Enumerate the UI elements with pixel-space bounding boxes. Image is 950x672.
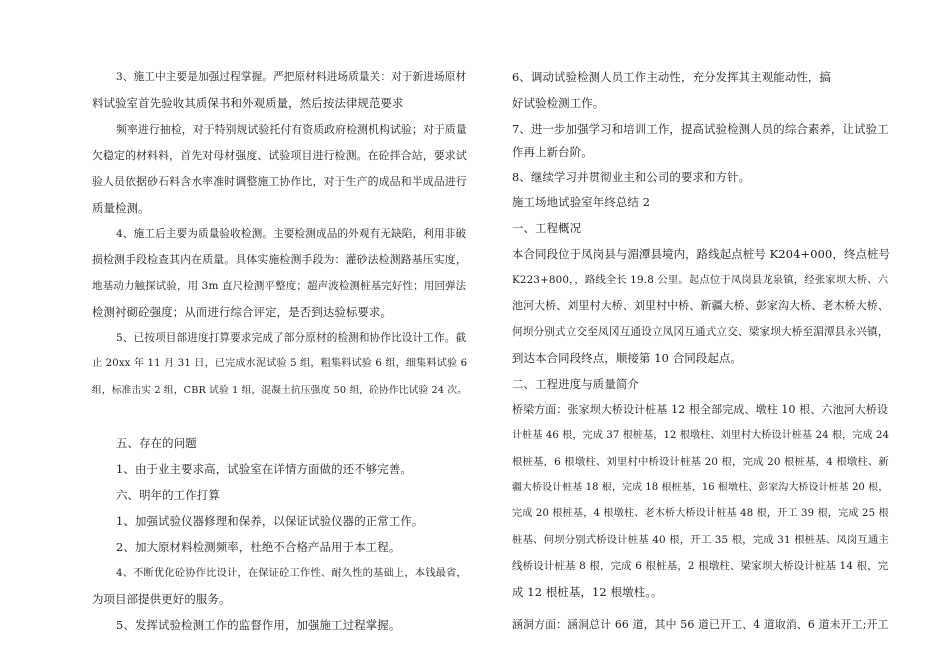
text-line: 池河大桥、刘里村大桥、刘里村中桥、新疆大桥、彭家沟大桥、老木桥大桥、 <box>512 299 889 312</box>
text-line: 完成 20 根桩基，4 根墩柱、老木桥大桥设计桩基 48 根，开工 39 根，完成 25 根 <box>512 508 889 519</box>
section-heading: 一、工程概况 <box>512 221 582 235</box>
text-line: 根桩基，6 根墩柱、刘里村中桥设计桩基 20 根，完成 20 根桩基，4 根墩柱、新 <box>512 456 889 468</box>
section-heading: 五、存在的问题 <box>116 436 197 450</box>
text-line: 检测衬砌砼强度；从而进行综合评定，是否到达验标要求。 <box>92 305 393 319</box>
text-line: 料试验室首先验收其质保书和外观质量，然后按法律规范要求 <box>92 96 404 110</box>
text-line: 频率进行抽检，对于特别规试验托付有资质政府检测机构试验；对于质量 <box>116 123 467 136</box>
text-line: 涵洞方面：涵洞总计 66 道，其中 56 道已开工、4 道取消、6 道未开工;开工 <box>512 618 889 631</box>
text-line: 5、发挥试验检测工作的监督作用，加强施工过程掌握。 <box>116 618 401 632</box>
text-line: 作再上新台阶。 <box>512 145 593 159</box>
text-line: 质量检测。 <box>92 201 150 215</box>
text-line: 4、施工后主要为质量验收检测。主要检测成品的外观有无缺陷，利用非破 <box>116 228 467 240</box>
text-line: 验人员依据砂石料含水率准时调整施工协作比，对于生产的成品和半成品进行 <box>92 175 467 188</box>
text-line: 7、进一步加强学习和培训工作，提高试验检测人员的综合素养，让试验工 <box>512 122 889 136</box>
text-line: 疆大桥设计桩基 18 根，完成 18 根桩基，16 根墩柱、彭家沟大桥设计桩基 20 根， <box>512 482 889 493</box>
text-line: 止 20xx 年 11 月 31 日，已完成水泥试验 5 组，粗集料试验 6 组，细集料试验 6 <box>92 358 468 369</box>
text-line: 损检测手段检查其内在质量。具体实施检测手段为：灌砂法检测路基压实度， <box>92 253 467 266</box>
text-line: 3、施工中主要是加强过程掌握。严把原材料进场质量关：对于新进场原材 <box>116 71 467 83</box>
section-heading: 六、明年的工作打算 <box>116 488 220 502</box>
text-line: 桩基、何坝分别式桥设计桩基 40 根，开工 35 根，完成 31 根桩基、凤岗互通主 <box>512 534 889 546</box>
text-line: 计桩基 46 根，完成 37 根桩基，12 根墩柱、刘里村大桥设计桩基 24 根，完成 24 <box>512 430 890 441</box>
text-line: 5、已按项目部进度打算要求完成了部分原材的检测和协作比设计工作。截 <box>116 332 467 344</box>
text-line: 好试验检测工作。 <box>512 96 605 110</box>
text-line: 6、调动试验检测人员工作主动性，充分发挥其主观能动性，搞 <box>512 70 831 84</box>
text-line: 到达本合同段终点，顺接第 10 合同段起点。 <box>512 351 743 365</box>
text-line: 4、不断优化砼协作比设计，在保证砼工作性、耐久性的基础上，本钱最省， <box>116 567 467 579</box>
text-line: 欠稳定的材料料，首先对母材强度、试验项目进行检测。在砼拌合站，要求试 <box>92 149 467 162</box>
text-line: 1、由于业主要求高，试验室在详情方面做的还不够完善。 <box>116 462 412 476</box>
section-heading: 施工场地试验室年终总结 2 <box>512 195 651 209</box>
text-line: 何坝分别式立交至凤冈互通设立凤冈互通式立交、梁家坝大桥至湄潭县永兴镇， <box>512 325 889 338</box>
text-line: K223+800，，路线全长 19.8 公里。起点位于凤岗县龙泉镇，经张家坝大桥、六 <box>512 274 889 286</box>
text-line: 8、继续学习并贯彻业主和公司的要求和方针。 <box>512 170 751 184</box>
text-line: 为项目部提供更好的服务。 <box>92 592 231 606</box>
text-line: 地基动力触探试验，用 3m 直尺检测平整度；超声波检测桩基完好性；用回弹法 <box>92 280 467 292</box>
text-line: 1、加强试验仪器修理和保养，以保证试验仪器的正常工作。 <box>116 514 424 528</box>
text-line: 线桥设计桩基 8 根，完成 6 根桩基，2 根墩柱、梁家坝大桥设计桩基 14 根，完 <box>512 560 889 572</box>
text-line: 本合同段位于凤岗县与湄潭县境内，路线起点桩号 K204+000，终点桩号 <box>512 247 891 261</box>
section-heading: 二、工程进度与质量简介 <box>512 377 639 391</box>
text-line: 组，标准击实 2 组，CBR 试验 1 组，混凝土抗压强度 50 组，砼协作比试验 24 次。 <box>92 385 468 396</box>
text-line: 2、加大原材料检测频率，杜绝不合格产品用于本工程。 <box>116 540 401 554</box>
text-line: 成 12 根桩基，12 根墩柱。。 <box>512 585 663 599</box>
text-line: 桥梁方面：张家坝大桥设计桩基 12 根全部完成、墩柱 10 根、六池河大桥设 <box>512 403 889 416</box>
